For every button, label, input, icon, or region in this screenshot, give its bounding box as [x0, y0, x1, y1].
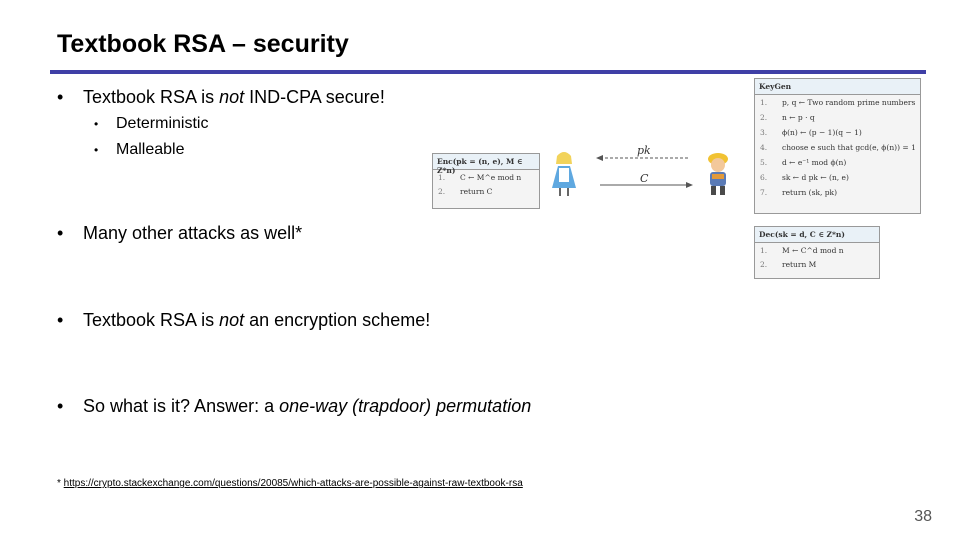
bullet-marker: • [57, 223, 64, 243]
sub-bullet-marker: • [94, 117, 99, 131]
line-number: 1. [760, 98, 768, 107]
ciphertext-label: C [640, 172, 649, 185]
line-number: 7. [760, 188, 768, 197]
sub-bullet-marker: • [94, 143, 99, 157]
page-number: 38 [914, 508, 932, 525]
enc-algorithm-box [432, 153, 540, 209]
sub-bullet-text: Malleable [116, 141, 185, 158]
keygen-line [755, 95, 920, 110]
bullet-text-emphasis: not [219, 87, 245, 107]
bullet-text: Many other attacks as well* [83, 223, 303, 243]
line-number: 2. [438, 186, 446, 196]
bullet-text-emphasis: one-way (trapdoor) permutation [279, 396, 532, 416]
bullet-text-pre: So what is it? Answer: a [83, 396, 280, 416]
bullet-text-post: an encryption scheme! [244, 310, 431, 330]
bullet-other-attacks [57, 223, 302, 244]
line-code: C ← M^e mod n [460, 172, 522, 182]
line-code: sk ← d pk ← (n, e) [782, 173, 849, 182]
enc-line [433, 170, 539, 184]
dec-header: Dec(sk = d, C ∈ Z*n) [755, 227, 879, 243]
enc-header: Enc(pk = (n, e), M ∈ Z*n) [433, 154, 539, 170]
line-number: 3. [760, 128, 768, 137]
bullet-text-emphasis: not [219, 310, 245, 330]
bullet-one-way-permutation [57, 396, 531, 417]
sub-bullet-deterministic [94, 115, 208, 133]
line-number: 6. [760, 173, 768, 182]
keygen-algorithm-box [754, 78, 921, 214]
line-code: return M [782, 259, 817, 269]
keygen-line [755, 110, 920, 125]
bullet-not-ind-cpa [57, 87, 385, 108]
bullet-text-pre: Textbook RSA is [83, 310, 220, 330]
footnote-link[interactable]: https://crypto.stackexchange.com/questions/20085/which-attacks-are-possible-against-raw-textbook-rsa [63, 478, 523, 489]
keygen-header: KeyGen [755, 79, 920, 95]
line-code: d ← e⁻¹ mod ϕ(n) [782, 158, 847, 167]
title-underline [50, 70, 926, 74]
line-code: choose e such that gcd(e, ϕ(n)) = 1 [782, 143, 916, 152]
line-code: return C [460, 186, 493, 196]
bullet-text-pre: Textbook RSA is [83, 87, 220, 107]
footnote [57, 478, 523, 489]
line-number: 5. [760, 158, 768, 167]
line-code: ϕ(n) ← (p − 1)(q − 1) [782, 128, 862, 137]
line-code: p, q ← Two random prime numbers [782, 98, 916, 107]
sub-bullet-text: Deterministic [116, 115, 209, 132]
enc-line [433, 184, 539, 198]
line-number: 1. [438, 172, 446, 182]
sub-bullet-malleable [94, 141, 184, 159]
line-code: M ← C^d mod n [782, 245, 844, 255]
keygen-line [755, 140, 920, 155]
keygen-line [755, 170, 920, 185]
line-code: return (sk, pk) [782, 188, 838, 197]
line-number: 2. [760, 259, 768, 269]
slide-title: Textbook RSA – security [57, 30, 349, 58]
bullet-text-post: IND-CPA secure! [244, 87, 385, 107]
keygen-line [755, 185, 920, 200]
dec-line [755, 243, 879, 257]
keygen-line [755, 155, 920, 170]
line-number: 1. [760, 245, 768, 255]
line-number: 2. [760, 113, 768, 122]
dec-algorithm-box [754, 226, 880, 279]
bullet-not-encryption-scheme [57, 310, 430, 331]
pk-label: pk [637, 144, 651, 157]
alice-character-icon [548, 150, 580, 198]
bullet-marker: • [57, 396, 64, 416]
footnote-mark: * [57, 478, 64, 489]
dec-line [755, 257, 879, 271]
bullet-marker: • [57, 310, 64, 330]
line-number: 4. [760, 143, 768, 152]
bullet-marker: • [57, 87, 64, 107]
line-code: n ← p · q [782, 113, 815, 122]
keygen-line [755, 125, 920, 140]
bob-builder-character-icon [703, 152, 733, 196]
